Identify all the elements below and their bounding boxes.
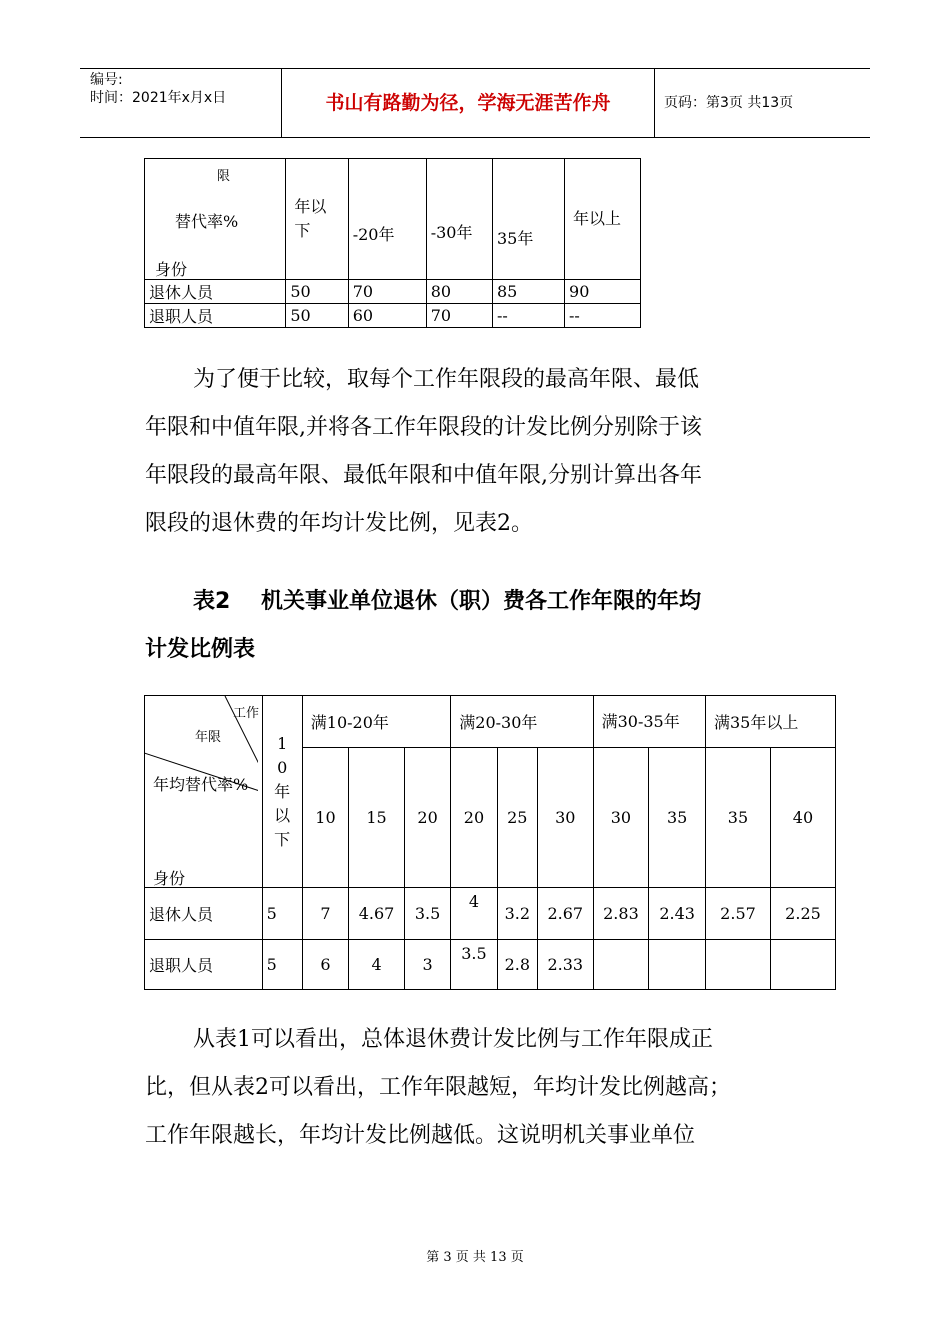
header-motto: 书山有路勤为径，学海无涯苦作舟 (282, 69, 655, 137)
table1-col-header: 年以上 (565, 159, 641, 280)
table-cell: 80 (426, 280, 492, 304)
corner-years-label: 年限 (195, 730, 222, 745)
sub-header: 40 (770, 748, 835, 888)
corner-identity-label: 身份 (153, 869, 186, 888)
col-under10-header (262, 696, 302, 888)
table1-corner-bottom: 身份 (155, 260, 188, 279)
header-page-info: 页码：第3页 共13页 (664, 95, 794, 111)
col-under10-label: 10年以下 (274, 733, 291, 849)
table-cell: 4.67 (349, 888, 405, 940)
table-cell: -- (565, 304, 641, 328)
table-cell: 3.5 (404, 888, 450, 940)
table-cell: 90 (565, 280, 641, 304)
sub-header: 30 (537, 748, 593, 888)
paragraph-line: 从表1可以看出，总体退休费计发比例与工作年限成正 (193, 1027, 713, 1052)
table-cell (649, 940, 706, 990)
table-cell: 3 (404, 940, 450, 990)
paragraph-line: 年限和中值年限,并将各工作年限段的计发比例分别除于该 (145, 415, 702, 440)
corner-work-label: 工作 (233, 706, 260, 721)
paragraph-line: 为了便于比较，取每个工作年限段的最高年限、最低 (193, 367, 700, 392)
table1-col-header: -30年 (426, 159, 492, 280)
sub-header: 35 (706, 748, 771, 888)
table-cell: 70 (426, 304, 492, 328)
table-cell: 50 (286, 280, 348, 304)
sub-header: 25 (497, 748, 537, 888)
sub-header: 35 (649, 748, 706, 888)
sub-header: 30 (593, 748, 649, 888)
table-cell: -- (492, 304, 564, 328)
paragraph-line: 比，但从表2可以看出，工作年限越短，年均计发比例越高； (145, 1075, 731, 1100)
table-cell: 2.83 (593, 888, 649, 940)
row-label: 退职人员 (145, 304, 286, 328)
table-cell: 2.57 (706, 888, 771, 940)
table-cell: 4 (451, 888, 497, 940)
table-cell: 6 (302, 940, 348, 990)
table-row (145, 940, 836, 990)
table-row (145, 888, 836, 940)
table1-corner-cell (145, 159, 286, 280)
row-label: 退休人员 (145, 888, 263, 940)
table1-corner-top: 限 (217, 169, 231, 184)
table2-title (145, 578, 805, 674)
table-1 (144, 158, 641, 328)
table-cell: 2.43 (649, 888, 706, 940)
table-cell: 2.25 (770, 888, 835, 940)
table1-col-header: 35年 (492, 159, 564, 280)
page-header (80, 68, 870, 138)
group-header: 满20-30年 (451, 696, 593, 748)
table-cell: 60 (348, 304, 426, 328)
table-cell: 2.33 (537, 940, 593, 990)
table1-col-header: -20年 (348, 159, 426, 280)
table-cell: 3.2 (497, 888, 537, 940)
table-cell: 5 (262, 940, 302, 990)
paragraph-2 (145, 1016, 805, 1160)
table-cell: 3.5 (451, 940, 497, 990)
table-cell (770, 940, 835, 990)
header-meta (80, 69, 282, 137)
table-cell: 4 (349, 940, 405, 990)
table-cell: 5 (262, 888, 302, 940)
paragraph-line: 工作年限越长，年均计发比例越低。这说明机关事业单位 (145, 1123, 696, 1148)
table-row (145, 280, 641, 304)
table-cell: 7 (302, 888, 348, 940)
table-cell: 70 (348, 280, 426, 304)
paragraph-1 (145, 356, 805, 548)
table-cell: 2.67 (537, 888, 593, 940)
table-cell: 85 (492, 280, 564, 304)
paragraph-line: 限段的退休费的年均计发比例，见表2。 (145, 511, 533, 536)
time-label: 时间：2021年x月x日 (90, 90, 227, 106)
group-header: 满30-35年 (593, 696, 705, 748)
table2-corner-cell (145, 696, 263, 888)
table-cell (706, 940, 771, 990)
table2-title-line: 计发比例表 (145, 637, 256, 662)
table2-title-line: 表2 机关事业单位退休（职）费各工作年限的年均 (193, 589, 701, 614)
corner-rate-label: 年均替代率% (153, 775, 249, 794)
table-cell: 2.8 (497, 940, 537, 990)
group-header: 满35年以上 (706, 696, 836, 748)
sub-header: 10 (302, 748, 348, 888)
table-2 (144, 695, 836, 990)
number-label: 编号: (90, 72, 123, 88)
sub-header: 15 (349, 748, 405, 888)
table-row (145, 304, 641, 328)
sub-header: 20 (451, 748, 497, 888)
group-header: 满10-20年 (302, 696, 451, 748)
sub-header: 20 (404, 748, 450, 888)
paragraph-line: 年限段的最高年限、最低年限和中值年限,分别计算出各年 (145, 463, 702, 488)
row-label: 退职人员 (145, 940, 263, 990)
row-label: 退休人员 (145, 280, 286, 304)
table-cell (593, 940, 649, 990)
table1-corner-mid: 替代率% (175, 212, 239, 231)
page-footer: 第 3 页 共 13 页 (426, 1250, 524, 1265)
table-cell: 50 (286, 304, 348, 328)
table1-col-header: 年以下 (286, 159, 348, 280)
